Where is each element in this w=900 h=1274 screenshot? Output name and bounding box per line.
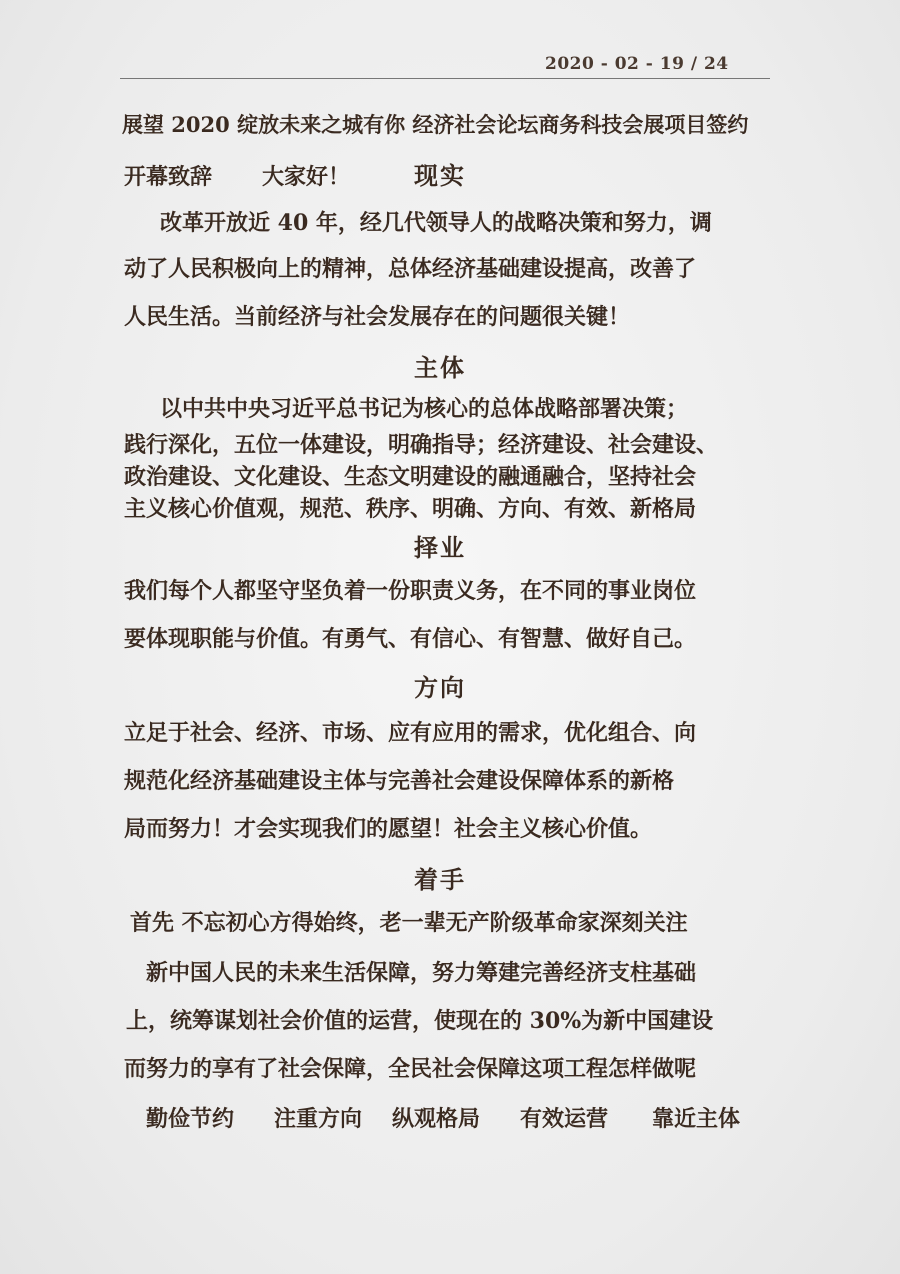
heading-direction: 方向 xyxy=(414,673,466,702)
paragraph-line: 规范化经济基础建设主体与完善社会建设保障体系的新格 xyxy=(124,768,675,794)
paragraph-line: 而努力的享有了社会保障，全民社会保障这项工程怎样做呢 xyxy=(124,1056,697,1082)
greeting: 大家好！ xyxy=(262,164,351,190)
paragraph-line: 政治建设、文化建设、生态文明建设的融通融合，坚持社会 xyxy=(124,464,697,490)
paragraph-line: 践行深化，五位一体建设，明确指导；经济建设、社会建设、 xyxy=(124,432,719,458)
heading-start: 着手 xyxy=(414,865,466,894)
keyword: 勤俭节约 xyxy=(146,1106,235,1132)
paragraph-line: 动了人民积极向上的精神，总体经济基础建设提高，改善了 xyxy=(124,256,697,282)
intro-line: 展望 2020 绽放未来之城有你 经济社会论坛商务科技会展项目签约 xyxy=(122,112,749,137)
paragraph-line: 以中共中央习近平总书记为核心的总体战略部署决策； xyxy=(160,396,689,422)
paragraph-line: 立足于社会、经济、市场、应有应用的需求，优化组合、向 xyxy=(124,720,697,746)
paragraph-line: 局而努力！才会实现我们的愿望！社会主义核心价值。 xyxy=(124,816,653,842)
keyword: 靠近主体 xyxy=(652,1106,741,1132)
heading-career: 择业 xyxy=(414,533,466,562)
paragraph-line: 人民生活。当前经济与社会发展存在的问题很关键！ xyxy=(124,304,631,330)
paragraph-line: 我们每个人都坚守坚负着一份职责义务，在不同的事业岗位 xyxy=(124,578,697,604)
paragraph-line: 首先 不忘初心方得始终，老一辈无产阶级革命家深刻关注 xyxy=(130,910,688,936)
keyword: 纵观格局 xyxy=(392,1106,481,1132)
paragraph-line: 新中国人民的未来生活保障，努力筹建完善经济支柱基础 xyxy=(146,960,697,986)
paragraph-line: 要体现职能与价值。有勇气、有信心、有智慧、做好自己。 xyxy=(124,626,697,652)
paragraph-line: 主义核心价值观，规范、秩序、明确、方向、有效、新格局 xyxy=(124,496,697,522)
opening-label: 开幕致辞 xyxy=(124,164,213,190)
header-rule xyxy=(120,78,770,79)
keyword: 有效运营 xyxy=(520,1106,609,1132)
header-date: 2020 - 02 - 19 / 24 xyxy=(545,54,729,74)
heading-subject: 主体 xyxy=(414,353,466,382)
paragraph-line: 改革开放近 40 年，经几代领导人的战略决策和努力，调 xyxy=(160,210,712,236)
paragraph-line: 上，统筹谋划社会价值的运营，使现在的 30%为新中国建设 xyxy=(126,1008,714,1034)
keyword: 注重方向 xyxy=(274,1106,363,1132)
heading-reality: 现实 xyxy=(414,161,466,190)
